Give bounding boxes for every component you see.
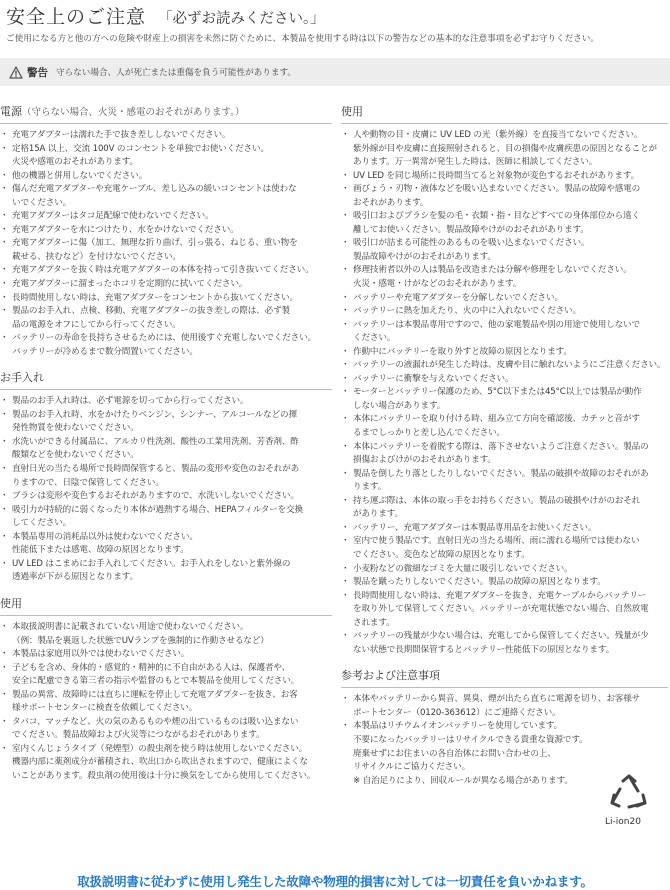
section-heading bbox=[0, 595, 332, 616]
list-item-line: ください。 bbox=[353, 333, 396, 344]
list-item bbox=[0, 621, 332, 648]
section-right-0 bbox=[341, 103, 668, 657]
list-item-line: 離してお使いください。製品故障やけがのおそれがあります。 bbox=[353, 224, 589, 235]
recycle-label: Li-ion20 bbox=[605, 817, 641, 827]
list-item-line: ・ 製品のお手入れ時、水をかけたりベンジン、シンナー、アルコールなどの揮 bbox=[12, 409, 297, 420]
list-item-line: ・ UV LED はこまめにお手入れしてください。お手入れをしないと紫外線の bbox=[12, 558, 291, 569]
list-item bbox=[0, 129, 332, 143]
list-item-line: リサイクルにご協力ください。 bbox=[353, 762, 471, 773]
right-column bbox=[341, 103, 668, 798]
list-item-line: ・ 充電アダプターに傷（加工、無理な折り曲げ、引っ張る、ねじる、重い物を bbox=[12, 238, 298, 249]
list-item-line: あります。万一異常が発生した時は、医師に相談してください。 bbox=[353, 157, 598, 168]
list-item-line: ・ 室内で使う製品です。直射日光の当たる場所、雨に濡れる場所では使わない bbox=[353, 536, 640, 547]
list-item-line: 安全に配慮できる第三者の指示や監督のもとで本製品を使用してください。 bbox=[12, 676, 300, 687]
list-item-line: ・ 直射日光の当たる場所で長時間保管すると、製品の変形や変色のおそれがあ bbox=[12, 464, 300, 475]
section-heading bbox=[341, 667, 668, 688]
list-item-line: （例：製品を裏返した状態でUVランプを強制的に作動させるなど） bbox=[12, 635, 269, 646]
list-item-line: ・ 長時間使用しない時は、充電アダプターを抜き、充電ケーブルからバッテリー bbox=[353, 590, 647, 601]
list-item-line: ・ 長時間使用しない時は、充電アダプターをコンセントから抜いてください。 bbox=[12, 292, 298, 303]
list-item bbox=[341, 359, 668, 373]
warning-triangle-icon bbox=[9, 66, 23, 79]
section-heading bbox=[341, 103, 668, 124]
list-item bbox=[341, 468, 668, 495]
section-title: 使用 bbox=[341, 105, 363, 118]
list-item-line: ・ 製品のお手入れ、点検、移動、充電アダプターの抜き差しの際は、必ず製 bbox=[12, 306, 290, 317]
list-item bbox=[0, 183, 332, 210]
left-column bbox=[0, 103, 332, 794]
list-item bbox=[341, 170, 668, 184]
list-item-line: ・ タバコ、マッチなど、火の気のあるものや煙の出ているものは吸い込まない bbox=[12, 716, 299, 727]
list-item-line: 紫外線が目や皮膚に直接照射されると、目の損傷や皮膚疾患の原因となることが bbox=[353, 143, 657, 154]
list-item bbox=[341, 129, 668, 170]
list-item bbox=[341, 305, 668, 319]
section-left-1 bbox=[0, 369, 332, 585]
list-item bbox=[341, 693, 668, 720]
list-item-line: 火災・感電・けがなどのおそれがあります。 bbox=[353, 279, 522, 290]
list-item-line: りますので、日陰で保管してください。 bbox=[12, 477, 164, 488]
list-item-line: ・ 充電アダプターはタコ足配線で使わないでください。 bbox=[12, 211, 214, 222]
list-item-line: ・ 本取扱説明書に記載されていない用途で使わないでください。 bbox=[12, 621, 249, 632]
list-item bbox=[341, 346, 668, 360]
list-item-line: ・ 製品を倒したり落としたりしないでください。製品の破損や故障のおそれがあ bbox=[353, 468, 649, 479]
list-item-line: ない状態で長期間保管するとバッテリー性能低下の原因となります。 bbox=[353, 644, 615, 655]
list-item-line: ります。 bbox=[353, 482, 387, 493]
list-item-line: バッテリーが冷めるまで数分間置いてください。 bbox=[12, 346, 198, 357]
list-item-line: ・ 室内くんじょうタイプ（発煙型）の殺虫剤を使う時は使用しないでください。 bbox=[12, 743, 308, 754]
list-item-line: ・ 充電アダプターを抜く時は充電アダプターの本体を持って引き抜いてください。 bbox=[12, 265, 314, 276]
section-right-1 bbox=[341, 667, 668, 788]
list-item-line: ・ バッテリーの液漏れが発生した時は、皮膚や目に触れないようにご注意ください。 bbox=[353, 360, 666, 371]
list-item bbox=[0, 170, 332, 184]
list-item-line: ・ 吸引口が詰まる可能性のあるものを吸い込まないでください。 bbox=[353, 238, 590, 249]
list-item bbox=[341, 630, 668, 657]
list-item bbox=[0, 743, 332, 784]
intro-text: ご使用になる方と他の方への危険や財産上の損害を未然に防ぐために、本製品を使用する時は以下の警告などの基本的な注意事項を必ずお守りください。 bbox=[6, 34, 599, 44]
list-item bbox=[0, 689, 332, 716]
list-item-line: 火災や感電のおそれがあります。 bbox=[12, 157, 138, 168]
list-item-line: ・ 充電アダプターを水につけたり、水をかけないでください。 bbox=[12, 224, 239, 235]
list-item-line: ・ 製品のお手入れ時は、必ず電源を切ってから行ってください。 bbox=[12, 396, 249, 407]
list-item bbox=[341, 441, 668, 468]
title-main: 安全上のご注意 bbox=[6, 6, 147, 28]
list-item bbox=[0, 436, 332, 463]
list-item bbox=[0, 409, 332, 436]
list-item-line: ・ モーターとバッテリー保護のため、5°C以下または45°C以上では製品が動作 bbox=[353, 387, 642, 398]
list-item-line: ・ 傷んだ充電アダプターや充電ケーブル、差し込みの緩いコンセントは使わな bbox=[12, 184, 297, 195]
list-item bbox=[0, 395, 332, 409]
section-title: 電源 bbox=[0, 105, 22, 118]
list-item bbox=[341, 535, 668, 562]
list-item bbox=[0, 648, 332, 662]
list-item-line: いことがあります。殺虫剤の使用後は十分に換気をしてから使用してください。 bbox=[12, 770, 316, 781]
warning-text: 守らない場合、人が死亡または重傷を負う可能性があります。 bbox=[56, 68, 296, 78]
list-item-line: ・ 定格15A 以上、交流 100V のコンセントを単独でお使いください。 bbox=[12, 143, 269, 154]
footer-disclaimer: 取扱説明書に従わずに使用し発生した故障や物理的損害に対しては一切責任を負いかねます。 bbox=[77, 874, 593, 889]
caution-list bbox=[341, 129, 668, 657]
list-item-line: ・ バッテリーの寿命を長持ちさせるためには、使用後すぐ充電しないでください。 bbox=[12, 333, 316, 344]
section-left-0 bbox=[0, 103, 332, 359]
list-item-line: 製品故障やけがのおそれがあります。 bbox=[353, 251, 496, 262]
list-item bbox=[341, 590, 668, 631]
list-item bbox=[341, 522, 668, 536]
list-item bbox=[0, 278, 332, 292]
list-item-line: 載せる、挟むなど）を付けないでください。 bbox=[12, 251, 181, 262]
list-item bbox=[341, 237, 668, 264]
list-item-line: 廃棄せずにお住まいの各自治体にお問い合わせの上、 bbox=[353, 748, 556, 759]
list-item-line: ・ 充電アダプターに溜まったホコリを定期的に拭いてください。 bbox=[12, 279, 248, 290]
list-item-line: ・ 本製品は家庭用以外では使わないでください。 bbox=[12, 649, 190, 660]
list-item-line: ・ バッテリーは本製品専用ですので、他の家電製品や別の用途で使用しないで bbox=[353, 319, 640, 330]
list-item-line: ・ 本体にバッテリーを着脱する際は、落下させないようご注意ください。製品の bbox=[353, 441, 649, 452]
title-subtitle: 「必ずお読みください。」 bbox=[158, 11, 325, 27]
list-item-line: ・ 画びょう・刃物・液体などを吸い込まないでください。製品の故障や感電の bbox=[353, 184, 641, 195]
list-item bbox=[0, 558, 332, 585]
list-item bbox=[341, 319, 668, 346]
list-item-line: しない場合があります。 bbox=[353, 400, 446, 411]
list-item-line: ・ 持ち運ぶ際は、本体の取っ手をお持ちください。製品の破損やけがのおそれ bbox=[353, 495, 641, 506]
warning-label: 警告 bbox=[27, 66, 48, 79]
recycle-mark bbox=[605, 773, 661, 827]
list-item bbox=[0, 490, 332, 504]
list-item-line: ・ 子どもを含め、身体的・感覚的・精神的に不自由がある人は、保護者や、 bbox=[12, 662, 291, 673]
section-title: お手入れ bbox=[0, 371, 44, 385]
caution-list bbox=[0, 395, 332, 585]
list-item-line: を取り外して保管してください。バッテリーが充電状態でない場合、自然放電 bbox=[353, 604, 649, 615]
section-heading bbox=[0, 103, 332, 124]
list-item-line: ポートセンター（0120-363612）にご連絡ください。 bbox=[353, 707, 561, 718]
list-item-line: されます。 bbox=[353, 617, 395, 628]
list-item-line: 発性物質を使わないでください。 bbox=[12, 423, 139, 434]
list-item-line: ・ 製品を蹴ったりしないでください。製品の故障の原因となります。 bbox=[353, 577, 606, 588]
list-item-line: 機器内部に薬剤成分が蓄積され、吹出口から吹出されますので、健康によくな bbox=[12, 757, 308, 768]
list-item-line: 透過率が下がる原因となります。 bbox=[12, 572, 138, 583]
list-item bbox=[341, 373, 668, 387]
list-item-line: おそれがあります。 bbox=[353, 197, 429, 208]
list-item bbox=[0, 463, 332, 490]
list-item bbox=[0, 531, 332, 558]
list-item bbox=[0, 662, 332, 689]
list-item-line: ・ 作動中にバッテリーを取り外すと故障の原因となります。 bbox=[353, 346, 572, 357]
page-title bbox=[6, 2, 325, 29]
list-item bbox=[341, 386, 668, 413]
list-item-line: してください。 bbox=[12, 518, 72, 529]
list-item-line: ・ 本体にバッテリーを取り付ける時、組み立て方向を確認後、カチッと音がす bbox=[353, 414, 640, 425]
list-item bbox=[0, 264, 332, 278]
list-item-line: でください。製品故障および火災等につながるおそれがあります。 bbox=[12, 730, 265, 741]
list-item-line: ・ 吸引口およびブラシを髪の毛・衣類・指・目などすべての身体部位から遠く bbox=[353, 211, 640, 222]
list-item bbox=[0, 237, 332, 264]
list-item-line: ・ UV LED を同じ場所に長時間当てると対象物が変色するおそれがあります。 bbox=[353, 170, 640, 181]
list-item-line: 損傷およびけがのおそれがあります。 bbox=[353, 455, 496, 466]
list-item-line: ・ バッテリーに熱を加えたり、火の中に入れないでください。 bbox=[353, 306, 581, 317]
list-item-line: でください。変色など故障の原因となります。 bbox=[353, 549, 530, 560]
list-item-line: 様サポートセンターに検査を依頼してください。 bbox=[12, 703, 198, 714]
list-item-line: 品の電源をオフにしてから行ってください。 bbox=[12, 319, 181, 330]
section-title: 使用 bbox=[0, 596, 22, 610]
caution-list bbox=[0, 621, 332, 784]
list-item-line: いでください。 bbox=[12, 197, 72, 208]
list-item bbox=[0, 210, 332, 224]
list-item bbox=[0, 224, 332, 238]
list-item bbox=[341, 495, 668, 522]
list-item bbox=[341, 292, 668, 306]
list-item-line: 性能低下または感電、故障の原因となります。 bbox=[12, 545, 189, 556]
warning-bar bbox=[0, 58, 670, 86]
list-item bbox=[0, 504, 332, 531]
list-item bbox=[341, 576, 668, 590]
list-item bbox=[341, 183, 668, 210]
section-left-2 bbox=[0, 595, 332, 784]
list-item-line: ・ 水洗いができる付属品に、アルカリ性洗剤、酸性の工業用洗剤、芳香剤、酢 bbox=[12, 436, 299, 447]
list-item bbox=[341, 563, 668, 577]
list-item bbox=[341, 210, 668, 237]
section-title: 参考および注意事項 bbox=[341, 669, 440, 683]
section-subtitle: （守らない場合、火災・感電のおそれがあります。） bbox=[22, 107, 245, 118]
list-item-line: ・ 修理技術者以外の人は製品を改造または分解や修理をしないでください。 bbox=[353, 265, 632, 276]
list-item-line: があります。 bbox=[353, 509, 403, 520]
list-item bbox=[341, 413, 668, 440]
list-item bbox=[0, 292, 332, 306]
recycle-icon bbox=[607, 773, 651, 813]
list-item-line: ・ 本体やバッテリーから異音、異臭、煙が出たら直ちに電源を切り、お客様サ bbox=[353, 694, 641, 705]
list-item-line: るまでしっかりと差し込んでください。 bbox=[353, 428, 505, 439]
list-item-line: ・ ブラシは変形や変色するおそれがありますので、水洗いしないでください。 bbox=[12, 491, 299, 502]
list-item bbox=[341, 264, 668, 291]
list-item-line: ・ バッテリーの残量が少ない場合は、充電してから保管してください。残量が少 bbox=[353, 631, 649, 642]
list-item-line: ・ 小麦粉などの微細なゴミを大量に吸引しないでください。 bbox=[353, 563, 573, 574]
list-item-line: 酸類などを使わないでください。 bbox=[12, 450, 139, 461]
section-heading bbox=[0, 369, 332, 390]
list-item-line: ・ 吸引力が持続的に弱くなったり本体が過熱する場合、HEPAフィルターを交換 bbox=[12, 504, 303, 515]
list-item-line: ・ 充電アダプターは濡れた手で抜き差ししないでください。 bbox=[12, 130, 231, 140]
list-item-line: ・ バッテリー、充電アダプターは本製品専用品をお使いください。 bbox=[353, 522, 597, 533]
list-item bbox=[0, 143, 332, 170]
list-item bbox=[0, 305, 332, 332]
list-item-line: ・ 本製品はリチウムイオンバッテリーを使用しています。 bbox=[353, 721, 563, 732]
list-item bbox=[0, 716, 332, 743]
list-item-line: ※ 自治足りにより、回収ルールが異なる場合があります。 bbox=[353, 775, 573, 786]
list-item-line: ・ 他の機器と併用しないでください。 bbox=[12, 170, 148, 181]
list-item bbox=[0, 332, 332, 359]
list-item-line: ・ バッテリーに衝撃を与えないでください。 bbox=[353, 373, 514, 384]
list-item-line: ・ 本製品専用の消耗品以外は使わないでください。 bbox=[12, 531, 198, 542]
list-item-line: 不要になったバッテリーはリサイクルできる貴重な資源です。 bbox=[353, 734, 588, 745]
list-item-line: ・ 人や動物の目・皮膚に UV LED の光（紫外線）を直接当てないでください。 bbox=[353, 130, 643, 140]
list-item-line: ・ 製品の異常、故障時には直ちに運転を停止して充電アダプターを抜き、お客 bbox=[12, 689, 298, 700]
list-item-line: ・ バッテリーや充電アダプターを分解しないでください。 bbox=[353, 292, 563, 303]
caution-list bbox=[0, 129, 332, 359]
